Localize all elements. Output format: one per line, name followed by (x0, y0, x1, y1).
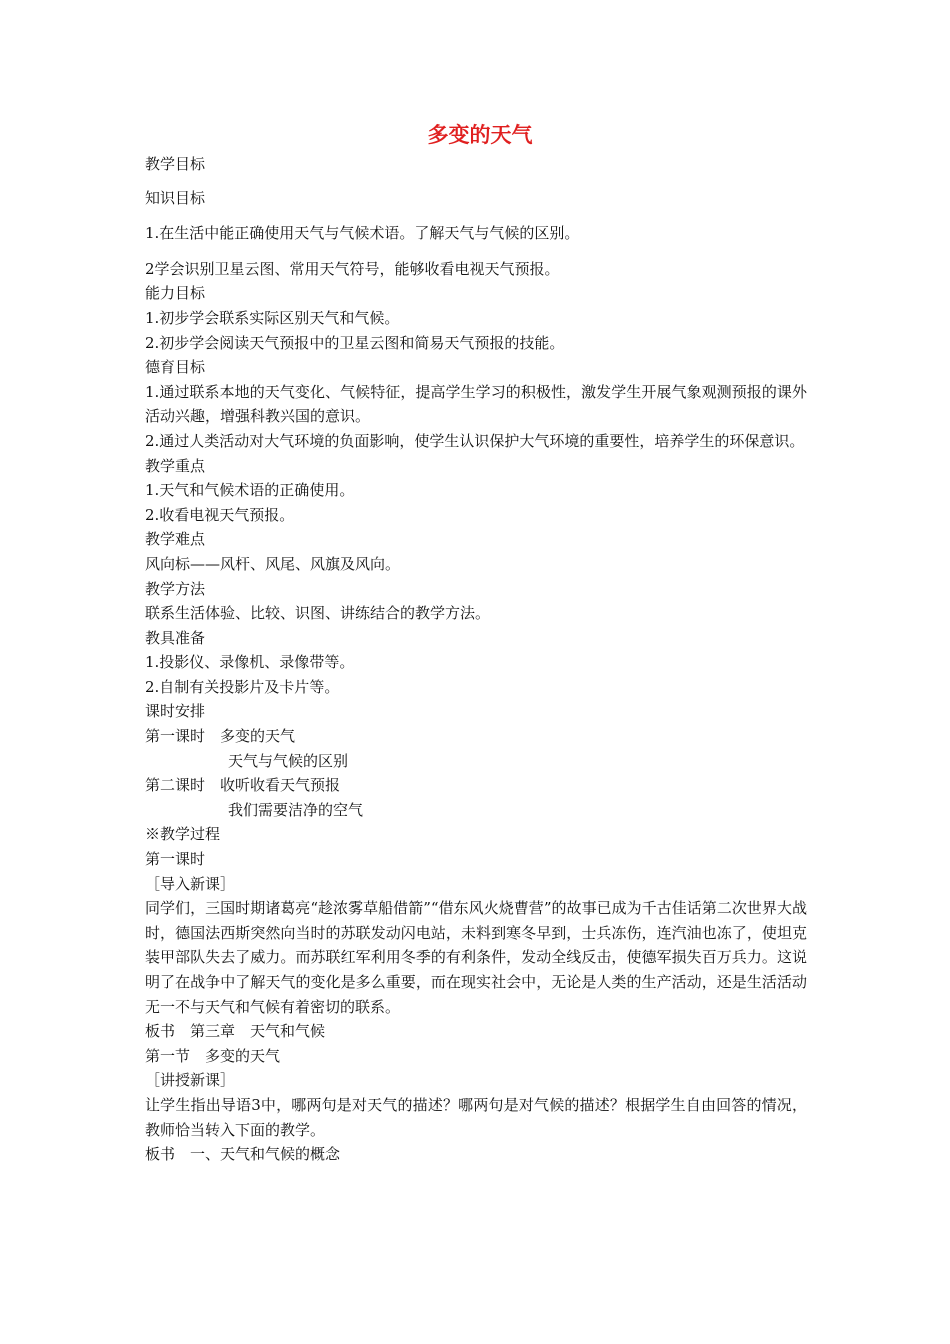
document-title: 多变的天气 (427, 123, 533, 147)
schedule-lesson-2: 第二课时 收听收看天气预报 (145, 776, 341, 795)
teaching-aid-1: 1.投影仪、录像机、录像带等。 (145, 653, 355, 672)
heading-introduction: ［导入新课］ (145, 874, 236, 893)
heading-schedule: 课时安排 (145, 702, 206, 721)
blackboard-concept: 板书 一、天气和气候的概念 (145, 1145, 341, 1164)
key-point-2: 2.收看电视天气预报。 (145, 505, 295, 524)
schedule-lesson-1: 第一课时 多变的天气 (145, 727, 296, 746)
difficulty-1: 风向标——风杆、风尾、风旗及风向。 (145, 554, 401, 573)
heading-ability-goals: 能力目标 (145, 284, 206, 303)
heading-key-points: 教学重点 (145, 456, 206, 475)
heading-first-lesson: 第一课时 (145, 850, 206, 869)
ability-goal-1: 1.初步学会联系实际区别天气和气候。 (145, 308, 400, 327)
blackboard-section: 第一节 多变的天气 (145, 1046, 281, 1065)
knowledge-goal-1: 1.在生活中能正确使用天气与气候术语。了解天气与气候的区别。 (145, 224, 580, 243)
schedule-lesson-2-sub: 我们需要洁净的空气 (228, 800, 364, 819)
moral-goal-1: 1.通过联系本地的天气变化、气候特征，提高学生学习的积极性，激发学生开展气象观测预报的课外活动兴趣，增强科教兴国的意识。 (145, 382, 807, 426)
ability-goal-2: 2.初步学会阅读天气预报中的卫星云图和简易天气预报的技能。 (145, 333, 565, 352)
method-1: 联系生活体验、比较、识图、讲练结合的教学方法。 (145, 604, 491, 623)
heading-knowledge-goals: 知识目标 (145, 188, 206, 207)
heading-methods: 教学方法 (145, 579, 206, 598)
heading-teaching-aids: 教具准备 (145, 628, 206, 647)
document-page (145, 118, 807, 1167)
heading-teaching-goals: 教学目标 (145, 155, 206, 173)
introduction-paragraph: 同学们，三国时期诸葛亮“趁浓雾草船借箭”“借东风火烧曹营”的故事已成为千古佳话第二次世界大战时，德国法西斯突然向当时的苏联发动闪电站，未料到寒冬早到，士兵冻伤，连汽油也冻了，使坦克装甲部队失去了威力。而苏联红军利用冬季的有利条件，发动全线反击，使德军损失百万兵力。这说明了在战争中了解天气的变化是多么重要，而在现实社会中，无论是人类的生产活动，还是生活活动无一不与天气和气候有着密切的联系。 (145, 899, 807, 1016)
blackboard-chapter: 板书 第三章 天气和气候 (145, 1022, 326, 1041)
heading-moral-goals: 德育目标 (145, 358, 206, 377)
new-lesson-paragraph: 让学生指出导语3中，哪两句是对天气的描述？哪两句是对气候的描述？根据学生自由回答的情况，教师恰当转入下面的教学。 (145, 1095, 807, 1139)
moral-goal-2: 2.通过人类活动对大气环境的负面影响，使学生认识保护大气环境的重要性，培养学生的环保意识。 (145, 431, 805, 450)
teaching-aid-2: 2.自制有关投影片及卡片等。 (145, 677, 340, 696)
heading-teaching-process: ※教学过程 (145, 825, 221, 844)
knowledge-goal-2: 2学会识别卫星云图、常用天气符号，能够收看电视天气预报。 (145, 259, 560, 278)
heading-new-lesson: ［讲授新课］ (145, 1071, 236, 1090)
schedule-lesson-1-sub: 天气与气候的区别 (228, 751, 349, 770)
heading-difficulties: 教学难点 (145, 530, 206, 549)
key-point-1: 1.天气和气候术语的正确使用。 (145, 481, 355, 500)
